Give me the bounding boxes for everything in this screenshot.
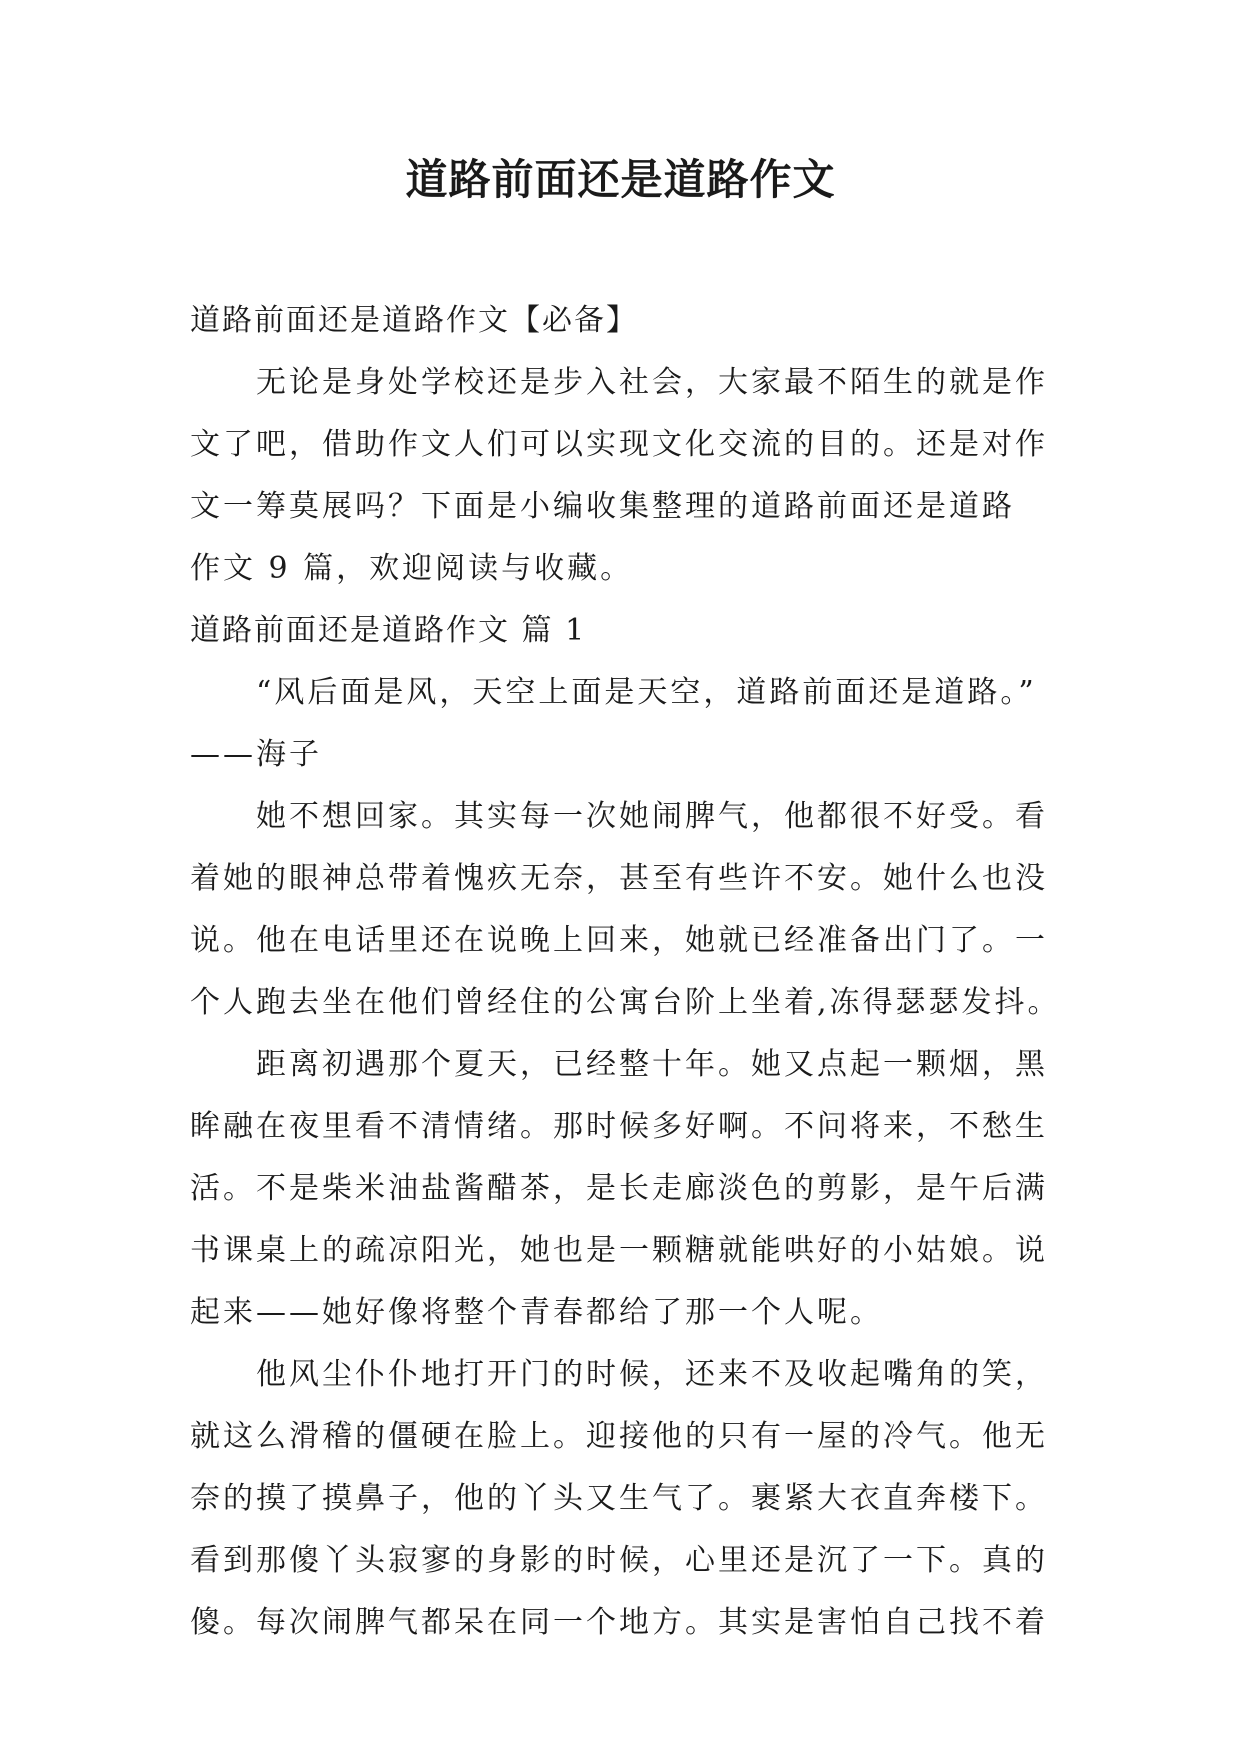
quote-attribution: ——海子 <box>190 737 322 772</box>
intro-paragraph <box>190 352 1070 600</box>
paragraph-1 <box>190 786 1070 1034</box>
paragraph-line: 奈的摸了摸鼻子，他的丫头又生气了。裹紧大衣直奔楼下。 <box>190 1481 1048 1516</box>
paragraph-line: 说。他在电话里还在说晚上回来，她就已经准备出门了。一 <box>190 923 1048 958</box>
paragraph-line: 着她的眼神总带着愧疚无奈，甚至有些许不安。她什么也没 <box>190 861 1048 896</box>
paragraph-line: 作文 9 篇，欢迎阅读与收藏。 <box>190 551 634 586</box>
paragraph-line: 文了吧，借助作文人们可以实现文化交流的目的。还是对作 <box>190 427 1048 462</box>
paragraph-line: 活。不是柴米油盐酱醋茶，是长走廊淡色的剪影，是午后满 <box>190 1171 1048 1206</box>
paragraph-line: 个人跑去坐在他们曾经住的公寓台阶上坐着,冻得瑟瑟发抖。 <box>190 985 1061 1020</box>
document-title: 道路前面还是道路作文 <box>405 155 836 204</box>
paragraph-2 <box>190 1034 1070 1344</box>
paragraph-line: 看到那傻丫头寂寥的身影的时候，心里还是沉了一下。真的 <box>190 1543 1048 1578</box>
document-subtitle: 道路前面还是道路作文【必备】 <box>190 303 638 338</box>
paragraph-line: 书课桌上的疏凉阳光，她也是一颗糖就能哄好的小姑娘。说 <box>190 1233 1048 1268</box>
quote-line: “风后面是风，天空上面是天空，道路前面还是道路。” <box>256 675 1037 710</box>
quote-block <box>190 662 1070 786</box>
document-body <box>190 290 1070 1654</box>
paragraph-line: 无论是身处学校还是步入社会，大家最不陌生的就是作 <box>256 365 1048 400</box>
section-heading: 道路前面还是道路作文 篇 1 <box>190 613 587 648</box>
paragraph-line: 就这么滑稽的僵硬在脸上。迎接他的只有一屋的冷气。他无 <box>190 1419 1048 1454</box>
paragraph-line: 他风尘仆仆地打开门的时候，还来不及收起嘴角的笑， <box>256 1357 1048 1392</box>
paragraph-line: 距离初遇那个夏天，已经整十年。她又点起一颗烟，黑 <box>256 1047 1048 1082</box>
paragraph-line: 傻。每次闹脾气都呆在同一个地方。其实是害怕自己找不着 <box>190 1605 1048 1640</box>
paragraph-3 <box>190 1344 1070 1654</box>
paragraph-line: 眸融在夜里看不清情绪。那时候多好啊。不问将来，不愁生 <box>190 1109 1048 1144</box>
paragraph-line: 起来——她好像将整个青春都给了那一个人呢。 <box>190 1295 883 1330</box>
paragraph-line: 文一筹莫展吗？下面是小编收集整理的道路前面还是道路 <box>190 489 1015 524</box>
paragraph-line: 她不想回家。其实每一次她闹脾气，他都很不好受。看 <box>256 799 1048 834</box>
